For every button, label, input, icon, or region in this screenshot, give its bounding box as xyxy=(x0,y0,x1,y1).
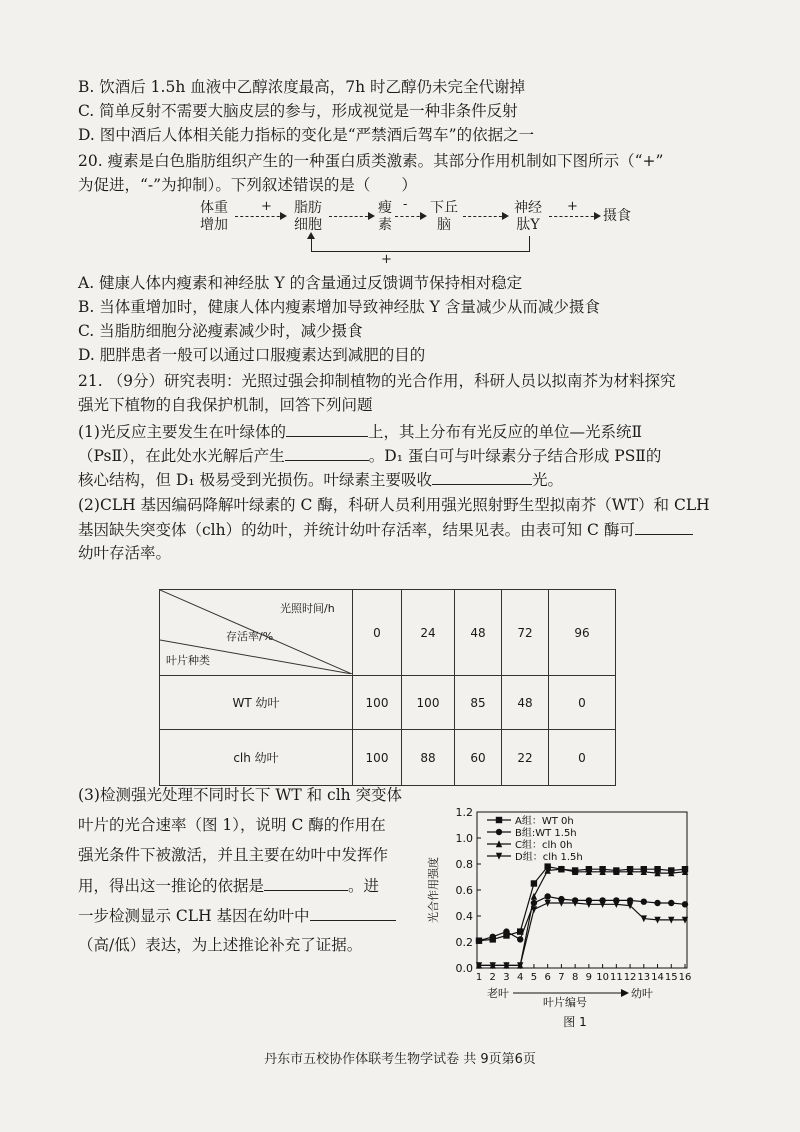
x-tick-label: 1 xyxy=(475,972,483,983)
x-axis-label: 叶片编号 xyxy=(543,996,587,1009)
data-point-series-1 xyxy=(476,938,482,944)
x-tick-label: 5 xyxy=(530,972,538,983)
data-point-series-1 xyxy=(490,934,496,940)
q20-mechanism-diagram xyxy=(195,196,631,268)
q19-option-b: B. 饮酒后 1.5h 血液中乙醇浓度最高，7h 时乙醇仍未完全代谢掉 xyxy=(78,78,526,96)
x-tick-label: 4 xyxy=(517,972,524,983)
y-tick-label: 0.0 xyxy=(455,962,473,975)
q21-part2-line1: (2)CLH 基因编码降解叶绿素的 C 酶，科研人员利用强光照射野生型拟南芥（WT）和 CLH xyxy=(78,496,710,514)
x-tick-label: 14 xyxy=(651,972,664,983)
x-tick-label: 2 xyxy=(489,972,496,983)
row-label-clh: clh 幼叶 xyxy=(160,730,353,786)
sign-1: + xyxy=(261,199,272,214)
q21-stem-line1: 21. （9分）研究表明：光照过强会抑制植物的光合作用，科研人员以拟南芥为材料探究 xyxy=(78,372,676,390)
cell: 48 xyxy=(502,676,549,730)
q21-stem-line2: 强光下植物的自我保护机制，回答下列问题 xyxy=(78,396,373,414)
data-point-series-1 xyxy=(668,900,674,906)
y-tick-label: 0.6 xyxy=(455,884,473,897)
x-tick-label: 7 xyxy=(558,972,565,983)
q20-stem-line1: 20. 瘦素是白色脂肪组织产生的一种蛋白质类激素。其部分作用机制如下图所示（“+” xyxy=(78,152,664,170)
legend-marker-1 xyxy=(496,829,502,835)
node-neuropeptide-y: 神经 肽Y xyxy=(514,200,542,233)
answer-blank-4[interactable] xyxy=(635,518,693,535)
data-point-series-1 xyxy=(654,900,660,906)
legend-marker-0 xyxy=(496,817,502,823)
sign-4: + xyxy=(381,252,392,267)
q21-part1-line1: (1)光反应主要发生在叶绿体的 上，其上分布有光反应的单位—光系统Ⅱ xyxy=(78,420,642,443)
node-weight-gain: 体重 增加 xyxy=(200,200,228,233)
node-hypothalamus: 下丘 脑 xyxy=(430,200,458,233)
table-corner-cell xyxy=(160,590,353,676)
x-tick-label: 9 xyxy=(585,972,593,983)
x-right-label: 幼叶 xyxy=(631,987,653,1000)
arrow-npy-to-feeding xyxy=(549,216,599,217)
q21-part3-line5: 一步检测显示 CLH 基因在幼叶中 xyxy=(78,904,396,927)
y-tick-label: 0.2 xyxy=(455,936,473,949)
q21-part3-line1: (3)检测强光处理不同时长下 WT 和 clh 突变体 xyxy=(78,786,403,804)
legend-label-0: A组：WT 0h xyxy=(515,816,574,827)
q19-option-c: C. 简单反射不需要大脑皮层的参与，形成视觉是一种非条件反射 xyxy=(78,102,518,120)
series-line-2 xyxy=(479,869,685,965)
q21-part3-line2: 叶片的光合速率（图 1），说明 C 酶的作用在 xyxy=(78,816,386,834)
time-col-2: 48 xyxy=(455,590,502,676)
table-header-row xyxy=(160,590,616,676)
header-type: 叶片种类 xyxy=(166,654,210,667)
y-tick-label: 1.0 xyxy=(455,832,473,845)
page-footer: 丹东市五校协作体联考生物学试卷 共 9页第6页 xyxy=(264,1052,536,1067)
q21-part1-line3: 核心结构，但 D₁ 极易受到光损伤。叶绿素主要吸收 光。 xyxy=(78,468,563,491)
photosynthesis-chart xyxy=(425,800,695,1032)
x-tick-label: 10 xyxy=(596,972,609,983)
q21-part1-line2: （PsⅡ），在此处水光解后产生 。D₁ 蛋白可与叶绿素分子结合形成 PSⅡ的 xyxy=(78,444,661,467)
q20-option-b: B. 当体重增加时，健康人体内瘦素增加导致神经肽 Y 含量减少从而减少摄食 xyxy=(78,298,600,316)
q21-part2-line2: 基因缺失突变体（clh）的幼叶，并统计幼叶存活率，结果见表。由表可知 C 酶可 xyxy=(78,518,693,541)
cell: 100 xyxy=(353,730,402,786)
x-tick-label: 8 xyxy=(571,972,579,983)
answer-blank-6[interactable] xyxy=(310,904,396,921)
cell: 100 xyxy=(402,676,455,730)
q21-part3-line4: 用，得出这一推论的依据是 。进 xyxy=(78,874,379,897)
time-col-4: 96 xyxy=(549,590,616,676)
data-point-series-2 xyxy=(531,893,537,900)
cell: 0 xyxy=(549,730,616,786)
time-col-0: 0 xyxy=(353,590,402,676)
q20-option-c: C. 当脂肪细胞分泌瘦素减少时，减少摄食 xyxy=(78,322,363,340)
cell: 85 xyxy=(455,676,502,730)
q21-part3-line6: （高/低）表达，为上述推论补充了证据。 xyxy=(78,936,363,954)
node-fat-cell: 脂肪 细胞 xyxy=(294,200,322,233)
answer-blank-1[interactable] xyxy=(286,420,368,437)
data-point-series-1 xyxy=(517,936,523,942)
table-row xyxy=(160,676,616,730)
x-direction-arrowhead xyxy=(621,989,629,997)
q20-option-d: D. 肥胖患者一般可以通过口服瘦素达到减肥的目的 xyxy=(78,346,426,364)
x-tick-label: 11 xyxy=(609,972,623,983)
cell: 0 xyxy=(549,676,616,730)
plot-frame xyxy=(477,812,687,968)
cell: 22 xyxy=(502,730,549,786)
data-point-series-1 xyxy=(544,893,550,899)
x-tick-label: 3 xyxy=(503,972,510,983)
q21-part3-line3: 强光条件下被激活，并且主要在幼叶中发挥作 xyxy=(78,846,389,864)
y-tick-label: 1.2 xyxy=(455,806,473,819)
node-feeding: 摄食 xyxy=(603,208,631,224)
arrow-fat-to-leptin xyxy=(329,216,373,217)
x-tick-label: 16 xyxy=(678,972,692,983)
x-left-label: 老叶 xyxy=(487,987,509,1000)
legend-label-1: B组:WT 1.5h xyxy=(515,828,577,839)
y-tick-label: 0.4 xyxy=(455,910,473,923)
header-rate: 存活率/% xyxy=(226,630,274,643)
chart-title: 图 1 xyxy=(563,1015,587,1029)
q20-stem-line2: 为促进，“-”为抑制）。下列叙述错误的是（ ） xyxy=(78,176,417,194)
data-point-series-0 xyxy=(531,880,537,886)
arrow-hypothalamus-to-npy xyxy=(463,216,507,217)
survival-rate-table xyxy=(159,589,616,786)
sign-3: + xyxy=(567,199,578,214)
y-axis-label: 光合作用强度 xyxy=(427,857,440,923)
header-time: 光照时间/h xyxy=(280,602,335,615)
sign-2: - xyxy=(403,197,408,212)
data-point-series-1 xyxy=(682,901,688,907)
feedback-right-line xyxy=(529,236,530,252)
data-point-series-1 xyxy=(641,899,647,905)
table-row xyxy=(160,730,616,786)
arrow-weight-to-fat xyxy=(235,216,285,217)
cell: 88 xyxy=(402,730,455,786)
row-label-wt: WT 幼叶 xyxy=(160,676,353,730)
feedback-arrowhead xyxy=(307,232,315,239)
q21-part2-line3: 幼叶存活率。 xyxy=(78,544,172,562)
node-leptin: 瘦 素 xyxy=(378,200,392,233)
data-point-series-1 xyxy=(503,928,509,934)
answer-blank-3[interactable] xyxy=(432,468,532,485)
time-col-1: 24 xyxy=(402,590,455,676)
x-tick-label: 15 xyxy=(664,972,678,983)
arrow-leptin-to-hypothalamus xyxy=(395,216,425,217)
feedback-bottom-line xyxy=(311,251,530,252)
answer-blank-5[interactable] xyxy=(264,874,348,891)
x-tick-label: 12 xyxy=(623,972,637,983)
time-col-3: 72 xyxy=(502,590,549,676)
q19-option-d: D. 图中酒后人体相关能力指标的变化是“严禁酒后驾车”的依据之一 xyxy=(78,126,535,144)
cell: 60 xyxy=(455,730,502,786)
y-tick-label: 0.8 xyxy=(455,858,473,871)
cell: 100 xyxy=(353,676,402,730)
answer-blank-2[interactable] xyxy=(285,444,369,461)
x-tick-label: 6 xyxy=(544,972,551,983)
q20-option-a: A. 健康人体内瘦素和神经肽 Y 的含量通过反馈调节保持相对稳定 xyxy=(78,274,523,292)
x-tick-label: 13 xyxy=(637,972,651,983)
legend-label-3: D组：clh 1.5h xyxy=(515,852,583,863)
legend-label-2: C组：clh 0h xyxy=(515,840,573,851)
